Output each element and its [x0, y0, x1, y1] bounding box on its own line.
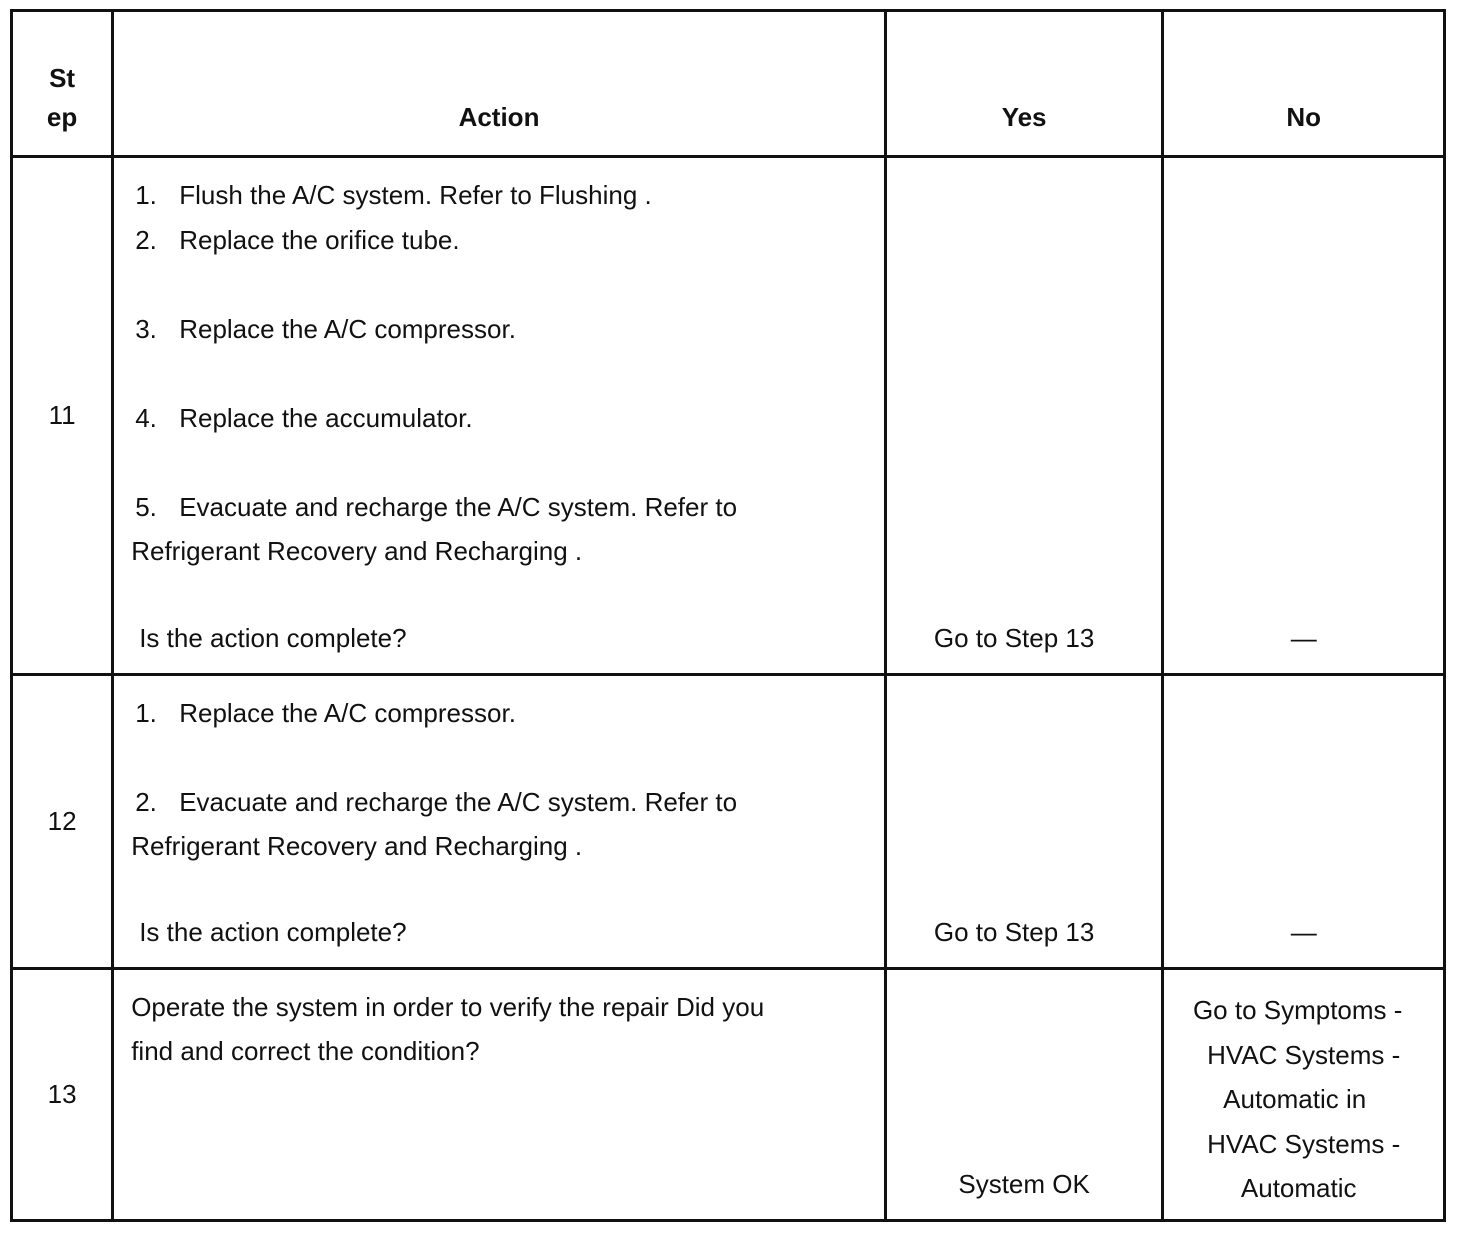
- no-link-line: Go to Symptoms -: [1192, 995, 1403, 1025]
- action-item: 3. Replace the A/C compressor.: [135, 314, 516, 344]
- no-cell: [1163, 157, 1445, 675]
- header-no: No: [1163, 11, 1445, 157]
- table-row-step-11: [12, 157, 1445, 675]
- action-text-line: find and correct the condition?: [131, 1036, 480, 1066]
- header-step: St ep: [12, 11, 113, 157]
- action-item: 1. Flush the A/C system. Refer to Flushing .: [135, 180, 652, 210]
- no-link[interactable]: [1164, 988, 1443, 1211]
- action-item-continuation: Refrigerant Recovery and Recharging .: [131, 536, 583, 566]
- step-number: 13: [12, 969, 113, 1221]
- action-text-line: Operate the system in order to verify the repair Did you: [131, 992, 765, 1022]
- yes-link[interactable]: Go to Step 13: [933, 623, 1095, 653]
- no-value: —: [1290, 623, 1317, 653]
- action-item: 2. Evacuate and recharge the A/C system. Refer to: [135, 787, 738, 817]
- header-row: [12, 11, 1445, 157]
- yes-cell: [885, 157, 1163, 675]
- action-item: 2. Replace the orifice tube.: [135, 225, 460, 255]
- yes-value: System OK: [958, 1169, 1090, 1199]
- action-item: 1. Replace the A/C compressor.: [135, 698, 516, 728]
- action-cell: [113, 969, 886, 1221]
- yes-link[interactable]: Go to Step 13: [933, 917, 1095, 947]
- no-cell: [1163, 969, 1445, 1221]
- action-cell: [113, 675, 886, 969]
- step-number: 12: [12, 675, 113, 969]
- no-value: —: [1290, 917, 1317, 947]
- step-number: 11: [12, 157, 113, 675]
- action-question: Is the action complete?: [139, 917, 407, 947]
- action-item: 4. Replace the accumulator.: [135, 403, 473, 433]
- header-yes: Yes: [885, 11, 1163, 157]
- no-link-line: HVAC Systems -: [1207, 1039, 1401, 1070]
- table-row-step-13: [12, 969, 1445, 1221]
- action-cell: [113, 157, 886, 675]
- action-question: Is the action complete?: [139, 623, 407, 653]
- action-item-continuation: Refrigerant Recovery and Recharging .: [131, 831, 583, 861]
- no-link-line: Automatic: [1240, 1173, 1357, 1203]
- no-link-line: Automatic in: [1223, 1084, 1367, 1114]
- yes-cell: [885, 675, 1163, 969]
- table-row-step-12: [12, 675, 1445, 969]
- header-action: Action: [113, 11, 886, 157]
- no-cell: [1163, 675, 1445, 969]
- diagnostic-table: [10, 9, 1446, 1222]
- yes-cell: [885, 969, 1163, 1221]
- action-item: 5. Evacuate and recharge the A/C system. Refer to: [135, 492, 738, 522]
- no-link-line: HVAC Systems -: [1207, 1128, 1401, 1159]
